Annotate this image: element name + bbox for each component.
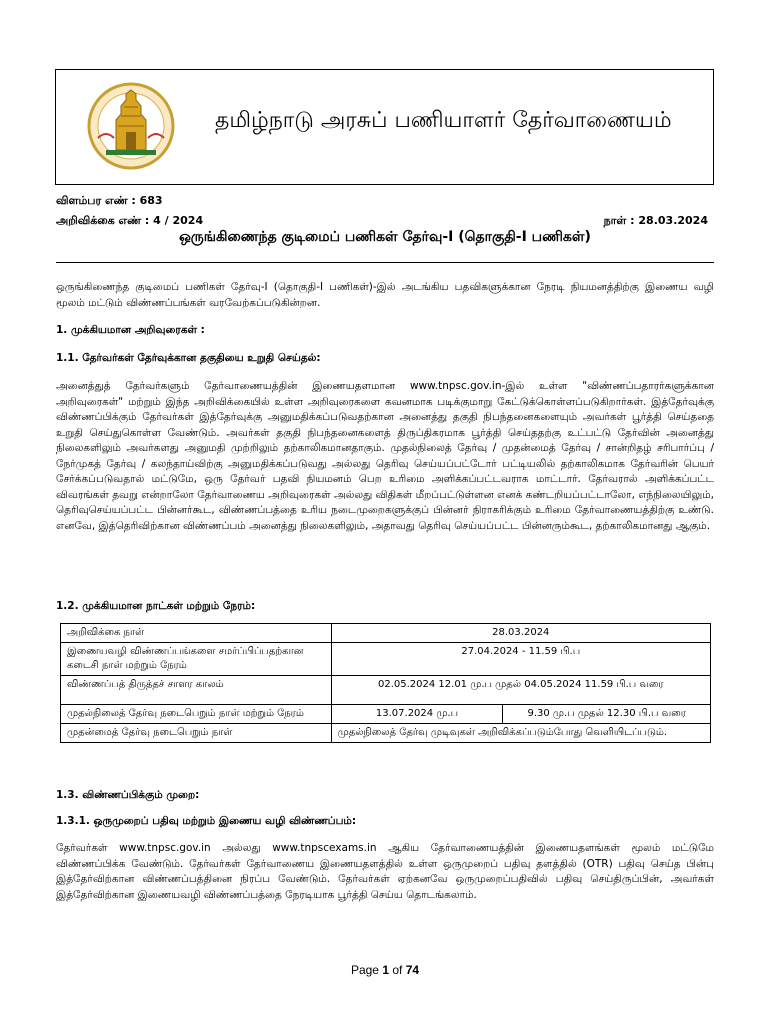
table-cell: 13.07.2024 மு.ப	[331, 705, 503, 724]
table-cell: 9.30 மு.ப முதல் 12.30 பி.ப வரை	[503, 705, 711, 724]
table-cell: இணையவழி விண்ணப்பங்களை சமர்ப்பிப்பதற்கான கடைசி நாள் மற்றும் நேரம்	[61, 643, 332, 676]
table-cell: முதன்மைத் தேர்வு நடைபெறும் நாள்	[61, 724, 332, 743]
section-1-3-1-paragraph: தேர்வர்கள் www.tnpsc.gov.in அல்லது www.tnpscexams.in ஆகிய தேர்வாணையத்தின் இணையதளங்கள் மூலம் மட்டுமே விண்ணப்பிக்க வேண்டும். தேர்வர்கள் தேர்வாணைய இணையதளத்தில் உள்ள ஒருமுறைப் பதிவு தளத்தில் (OTR) பதிவு செய்த பின்பு இத்தேர்விற்கான விண்ணப்பத்தினை நிரப்ப வேண்டும். தேர்வர்கள் ஏற்கனவே ஒருமுறைப்பதிவில் பதிவு செய்திருப்பின், அவர்கள் இத்தேர்விற்கான இணையவழி விண்ணப்பத்தை நேரடியாக பூர்த்தி செய்ய தொடங்கலாம்.	[56, 842, 714, 901]
table-row	[61, 724, 711, 743]
table-cell: 02.05.2024 12.01 மு.ப முதல் 04.05.2024 11.59 பி.ப வரை	[331, 676, 710, 705]
intro-paragraph: ஒருங்கிணைந்த குடிமைப் பணிகள் தேர்வு-I (தொகுதி-I பணிகள்)-இல் அடங்கிய பதவிகளுக்கான நேரடி நியமனத்திற்கு இணைய வழி மூலம் மட்டும் விண்ணப்பங்கள் வரவேற்கப்படுகின்றன.	[56, 281, 714, 309]
table-cell: 28.03.2024	[331, 624, 710, 643]
main-title: ஒருங்கிணைந்த குடிமைப் பணிகள் தேர்வு-I (தொகுதி-I பணிகள்)	[179, 229, 591, 245]
notification-date: நாள் : 28.03.2024	[603, 214, 708, 227]
table-row	[61, 676, 711, 705]
table-row	[61, 643, 711, 676]
section-1-heading: 1. முக்கியமான அறிவுரைகள் :	[56, 324, 205, 336]
table-cell: முதல்நிலைத் தேர்வு முடிவுகள் அறிவிக்கப்படும்போது வெளியிடப்படும்.	[331, 724, 710, 743]
tamil-nadu-emblem-icon	[76, 80, 186, 172]
org-title: தமிழ்நாடு அரசுப் பணியாளர் தேர்வாணையம்	[215, 108, 672, 133]
page-total: 74	[405, 963, 420, 977]
section-1-2-heading: 1.2. முக்கியமான நாட்கள் மற்றும் நேரம்:	[56, 600, 256, 612]
table-row	[61, 624, 711, 643]
section-1-1-paragraph: அனைத்துத் தேர்வர்களும் தேர்வாணையத்தின் இணையதளமான www.tnpsc.gov.in-இல் உள்ள "விண்ணப்பதாரர்களுக்கான அறிவுரைகள்" மற்றும் இந்த அறிவிக்கையில் உள்ள அறிவுரைகளை கவனமாக படிக்குமாறு கேட்டுக்கொள்ளப்படுகிறார்கள். இத்தேர்வுக்கு விண்ணப்பிக்கும் தேர்வர்கள் இத்தேர்வுக்கு அனுமதிக்கப்படுவதற்கான அனைத்து தகுதி நிபந்தனைகளையும் அவர்கள் பூர்த்தி செய்ததை உறுதி செய்துகொள்ள வேண்டும். அவர்கள் தகுதி நிபந்தனைகளைத் திருப்திகரமாக பூர்த்தி செய்ததற்கு உட்பட்டு தேர்வின் அனைத்து நிலைகளிலும் அவர்களது அனுமதி முற்றிலும் தற்காலிகமானதாகும். முதல்நிலைத் தேர்வு / முதன்மைத் தேர்வு / சான்றிதழ் சரிபார்ப்பு / நேர்முகத் தேர்வு / கலந்தாய்விற்கு அனுமதிக்கப்படுவது அல்லது தெரிவு செய்யப்பட்டோர் பட்டியலில் தற்காலிகமாக தேர்வரின் பெயர் சேர்க்கப்படுவதால் மட்டுமே, ஒரு தேர்வர் பதவி நியமனம் பெற உரிமை அளிக்கப்பட்டவராக மாட்டார். தேர்வரால் அளிக்கப்பட்ட விவரங்கள் தவறு என்றாலோ தேர்வாணைய அறிவுரைகள் அல்லது விதிகள் மீறப்பட்டுள்ளன எனக் கண்டறியப்பட்டாலோ, எந்நிலையிலும், தெரிவுசெய்யப்பட்ட பின்னர்கூட, விண்ணப்பத்தை உரிய நடைமுறைகளுக்குப் பின்னர் நிராகரிக்கும் உரிமை தேர்வாணையத்திற்கு உண்டு. எனவே, இத்தெரிவிற்கான விண்ணப்பம் அனைத்து நிலைகளிலும், அதாவது தெரிவு செய்யப்பட்ட பின்னரும்கூட, தற்காலிகமானது ஆகும்.	[56, 380, 714, 532]
page-label: Page	[350, 963, 379, 977]
table-row	[61, 705, 711, 724]
page-of-label: of	[392, 963, 403, 977]
page-footer	[0, 963, 770, 977]
section-1-3-1-heading: 1.3.1. ஒருமுறைப் பதிவு மற்றும் இணைய வழி விண்ணப்பம்:	[56, 815, 357, 827]
table-cell: அறிவிக்கை நாள்	[61, 624, 332, 643]
table-cell: முதல்நிலைத் தேர்வு நடைபெறும் நாள் மற்றும் நேரம்	[61, 705, 332, 724]
page-current: 1	[382, 963, 389, 977]
divider	[56, 262, 714, 263]
section-1-3-heading: 1.3. விண்ணப்பிக்கும் முறை:	[56, 789, 200, 801]
notification-number: அறிவிக்கை எண் : 4 / 2024	[56, 214, 204, 227]
important-dates-table	[60, 623, 711, 743]
section-1-1-heading: 1.1. தேர்வர்கள் தேர்வுக்கான தகுதியை உறுதி செய்தல்:	[56, 352, 321, 364]
table-cell: 27.04.2024 - 11.59 பி.ப	[331, 643, 710, 676]
advertisement-number: விளம்பர எண் : 683	[56, 194, 163, 207]
table-cell: விண்ணப்பத் திருத்தச் சாளர காலம்	[61, 676, 332, 705]
